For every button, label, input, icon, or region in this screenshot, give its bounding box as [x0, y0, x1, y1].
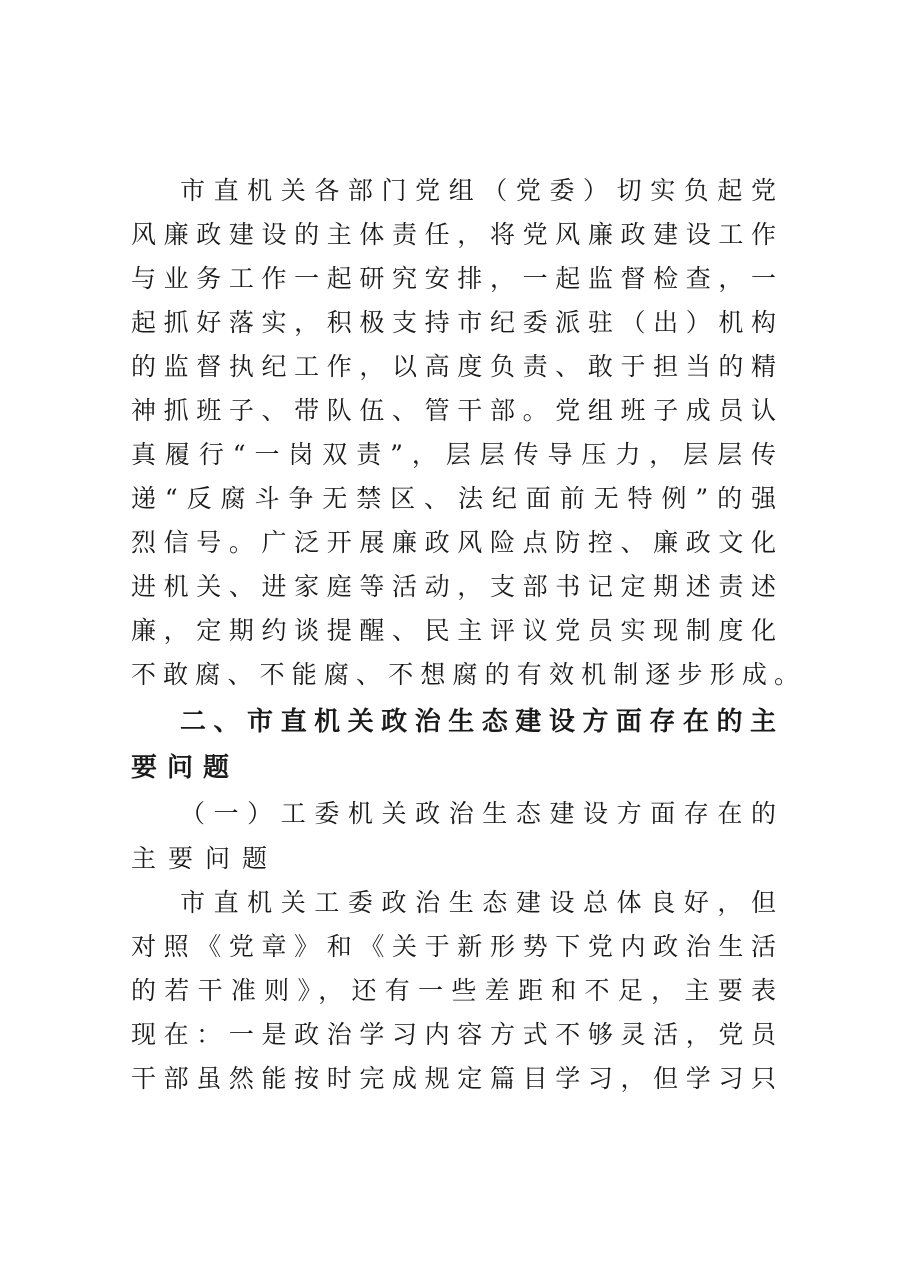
paragraph-line: 真履行“一岗双责”，层层传导压力，层层传 — [131, 440, 776, 469]
section-heading: 要问题 — [131, 753, 240, 783]
section-heading: 二、市直机关政治生态建设方面存在的主 — [180, 707, 776, 737]
paragraph-line: 干部虽然能按时完成规定篇目学习，但学习只 — [131, 1064, 776, 1093]
paragraph-line: 市直机关各部门党组（党委）切实负起党 — [180, 176, 776, 205]
subsection-heading: （一）工委机关政治生态建设方面存在的 — [180, 799, 776, 828]
paragraph-line: 递“反腐斗争无禁区、法纪面前无特例”的强 — [131, 484, 776, 513]
paragraph-line: 与业务工作一起研究安排，一起监督检查，一 — [131, 264, 776, 293]
paragraph-line: 起抓好落实，积极支持市纪委派驻（出）机构 — [131, 308, 776, 337]
paragraph-line: 风廉政建设的主体责任，将党风廉政建设工作 — [131, 220, 776, 249]
paragraph-line: 神抓班子、带队伍、管干部。党组班子成员认 — [131, 396, 776, 425]
paragraph-line: 的监督执纪工作，以高度负责、敢于担当的精 — [131, 352, 776, 381]
paragraph-line: 不敢腐、不能腐、不想腐的有效机制逐步形成。 — [131, 660, 799, 689]
paragraph-line: 进机关、进家庭等活动，支部书记定期述责述 — [131, 572, 776, 601]
paragraph-line: 烈信号。广泛开展廉政风险点防控、廉政文化 — [131, 528, 776, 557]
paragraph-line: 市直机关工委政治生态建设总体良好，但 — [180, 888, 776, 917]
subsection-heading: 主要问题 — [131, 844, 280, 873]
paragraph-line: 的若干准则》，还有一些差距和不足，主要表 — [131, 976, 776, 1005]
paragraph-line: 对照《党章》和《关于新形势下党内政治生活 — [131, 932, 776, 961]
paragraph-line: 现在：一是政治学习内容方式不够灵活，党员 — [131, 1020, 776, 1049]
paragraph-line: 廉，定期约谈提醒、民主评议党员实现制度化 — [131, 616, 776, 645]
